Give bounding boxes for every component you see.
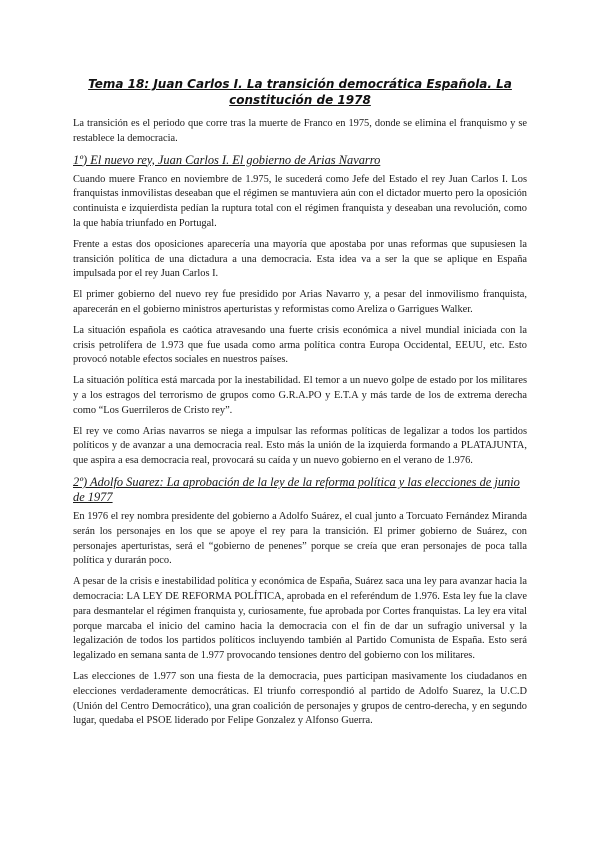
document-body: [73, 76, 527, 735]
paragraph: Las elecciones de 1.977 son una fiesta de la democracia, pues participan masivamente los ciudadanos en elecciones verdaderamente democráticas. El triunfo correspondió al partido de Adolfo Suarez, la U.C.D (Unión del Centro Democrático), una gran coalición de personajes y grupos de centro-derecha, y en segundo lugar, quedaba el PSOE liderado por Felipe Gonzalez y Alfonso Guerra.: [73, 670, 527, 727]
paragraph: En 1976 el rey nombra presidente del gobierno a Adolfo Suárez, el cual junto a Torcuato Fernández Miranda serán los personajes en los que se apoye el rey para la transición. El primer gobierno de Suárez, con personajes aperturistas, será el “gobierno de penenes” porque se creía que eran personajes de poca talla política y durarán poco.: [73, 510, 527, 567]
section-1-heading: 1º) El nuevo rey, Juan Carlos I. El gobierno de Arias Navarro: [73, 152, 381, 167]
paragraph: La situación política está marcada por la inestabilidad. El temor a un nuevo golpe de estado por los militares y a los estragos del terrorismo de grupos como G.R.A.PO y E.T.A y más tarde de los de extrema derecha como “Los Guerrileros de Cristo rey”.: [73, 375, 527, 416]
intro-paragraph: La transición es el periodo que corre tras la muerte de Franco en 1975, donde se elimina el franquismo y se restablece la democracia.: [73, 118, 527, 144]
paragraph: Frente a estas dos oposiciones aparecería una mayoría que apostaba por unas reformas que supusiesen la transición política de una dictadura a una democracia. Esta idea va a ser la que se aplique en España impulsada por el rey Juan Carlos I.: [73, 238, 527, 280]
paragraph: Cuando muere Franco en noviembre de 1.975, le sucederá como Jefe del Estado el rey Juan Carlos I. Los franquistas inmovilistas deseaban que el régimen se mantuviera aún con el dictador muerto pero la oposición continuista e izquierdista pedían la ruptura total con el régimen franquista y deseaban una revolución, como la que había triunfado en Portugal.: [73, 173, 527, 229]
section-2-heading: 2º) Adolfo Suarez: La aprobación de la ley de la reforma política y las elecciones de junio de 1977: [73, 474, 520, 504]
paragraph: La situación española es caótica atravesando una fuerte crisis económica a nivel mundial iniciada con la crisis petrolífera de 1.973 que fue usada como arma política contra Europa Occidental, EEUU, etc. Esto provocó notable efectos sociales en nuestros países.: [73, 324, 527, 366]
paragraph: El rey ve como Arias navarros se niega a impulsar las reformas políticas de legalizar a todos los partidos políticos y de avanzar a una democracia real. Esto más la unión de la izquierda formando a PLATAJUNTA, que aspira a esa democracia real, provocará su caída y un nuevo gobierno en el verano de 1.976.: [73, 425, 527, 467]
paragraph: A pesar de la crisis e inestabilidad política y económica de España, Suárez saca una ley para avanzar hacia la democracia: LA LEY DE REFORMA POLÍTICA, aprobada en el referéndum de 1.976. Esta ley fue la clave para desmantelar el régimen franquista y, curiosamente, fue aprobada por Cortes franquistas. La ley era vital porque marcaba el inicio del camino hacia la democracia con el fin de dar un sufragio universal y la legalización de todos los partidos políticos incluyendo también al Partido Comunista de España. Esto será legalizado en semana santa de 1.977 provocando tensiones dentro del gobierno con los militares.: [73, 576, 527, 662]
document-title: Tema 18: Juan Carlos I. La transición democrática Española. La constitución de 1978: [88, 77, 512, 107]
paragraph: El primer gobierno del nuevo rey fue presidido por Arias Navarro y, a pesar del inmovilismo franquista, aparecerán en el gobierno ministros aperturistas y reformistas como Areliza o Garrigues Walker.: [73, 289, 527, 315]
